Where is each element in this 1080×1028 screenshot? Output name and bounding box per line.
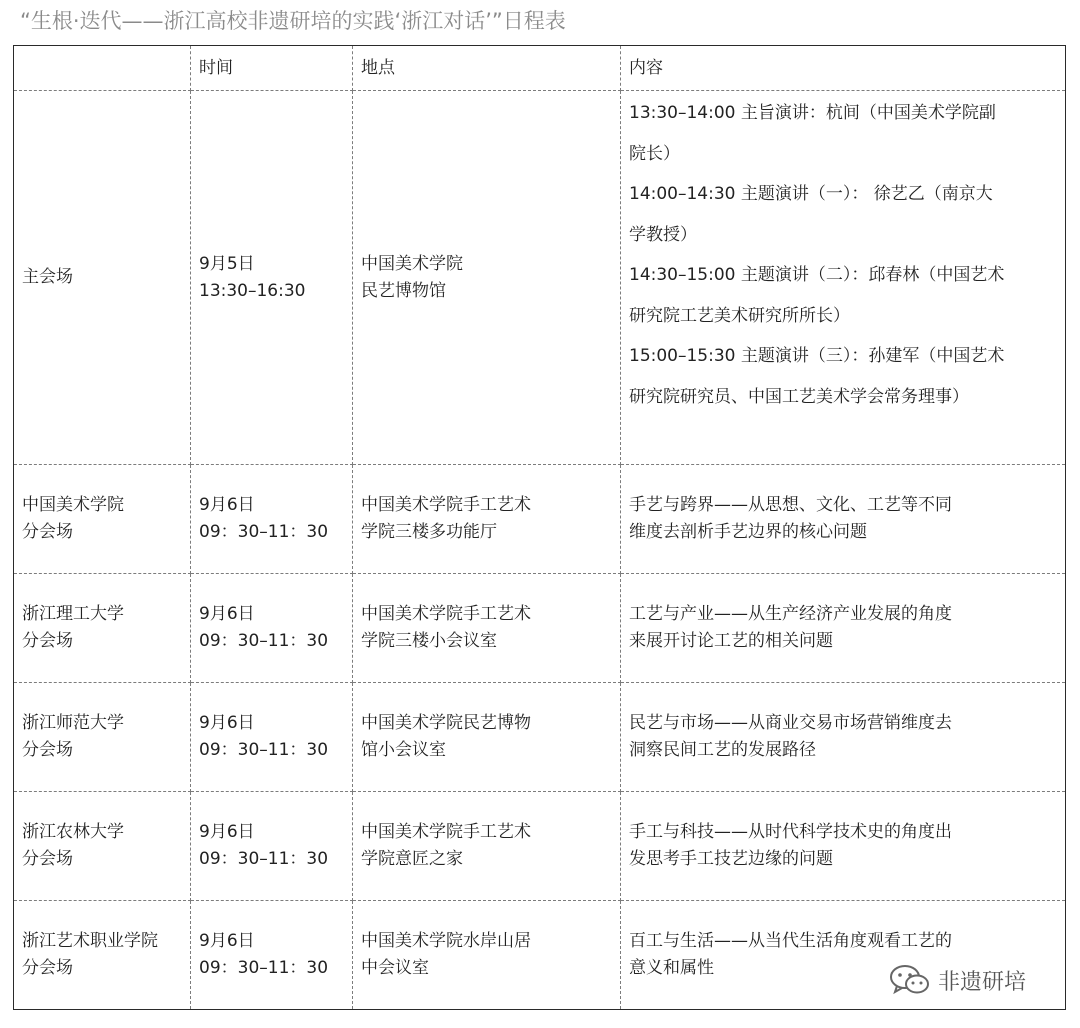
venue-cell xyxy=(14,91,191,465)
place-line: 馆小会议室 xyxy=(361,740,446,760)
table-row-branch-venue xyxy=(14,683,1066,792)
session-time: 09：30–11：30 xyxy=(199,849,329,869)
content-line: 工艺与产业——从生产经济产业发展的角度 xyxy=(629,604,952,624)
session-date: 9月6日 xyxy=(199,604,255,624)
venue-name: 浙江理工大学 xyxy=(22,604,124,624)
place-line: 中会议室 xyxy=(361,958,429,978)
content-cell xyxy=(621,683,1066,792)
place-line: 民艺博物馆 xyxy=(361,280,446,301)
content-line: 民艺与市场——从商业交易市场营销维度去 xyxy=(629,713,952,733)
venue-name: 中国美术学院 xyxy=(22,495,124,515)
content-line: 来展开讨论工艺的相关问题 xyxy=(629,631,833,651)
header-content: 内容 xyxy=(621,46,1066,91)
content-cell xyxy=(621,574,1066,683)
session-date: 9月5日 xyxy=(199,253,255,274)
place-line: 中国美术学院手工艺术 xyxy=(361,604,531,624)
content-line: 维度去剖析手艺边界的核心问题 xyxy=(629,522,867,542)
place-cell xyxy=(353,901,621,1010)
place-cell xyxy=(353,792,621,901)
venue-name: 浙江师范大学 xyxy=(22,713,124,733)
place-cell xyxy=(353,91,621,465)
content-line: 百工与生活——从当代生活角度观看工艺的 xyxy=(629,931,952,951)
content-line: 意义和属性 xyxy=(629,958,714,978)
place-line: 学院三楼小会议室 xyxy=(361,631,497,651)
talk-item: 14:30–15:00 主题演讲（二）：邱春林（中国艺术研究院工艺美术研究所所长） xyxy=(629,265,1005,326)
time-cell xyxy=(191,901,353,1010)
venue-type: 分会场 xyxy=(22,740,73,760)
header-venue xyxy=(14,46,191,91)
place-line: 中国美术学院 xyxy=(361,253,463,274)
content-line: 发思考手工技艺边缘的问题 xyxy=(629,849,833,869)
table-row-branch-venue xyxy=(14,574,1066,683)
time-cell xyxy=(191,574,353,683)
venue-name: 主会场 xyxy=(22,267,73,287)
session-time: 09：30–11：30 xyxy=(199,958,329,978)
talk-item: 15:00–15:30 主题演讲（三）：孙建军（中国艺术研究院研究员、中国工艺美术学会常务理事） xyxy=(629,346,1005,407)
schedule-table xyxy=(13,45,1066,1010)
table-header-row xyxy=(14,46,1066,91)
place-cell xyxy=(353,465,621,574)
session-time: 09：30–11：30 xyxy=(199,522,329,542)
watermark xyxy=(888,962,1026,998)
place-line: 中国美术学院手工艺术 xyxy=(361,495,531,515)
talk-item: 14:00–14:30 主题演讲（一）： 徐艺乙（南京大学教授） xyxy=(629,184,993,245)
place-line: 中国美术学院民艺博物 xyxy=(361,713,531,733)
time-cell xyxy=(191,465,353,574)
watermark-text: 非遗研培 xyxy=(938,969,1027,995)
content-line: 洞察民间工艺的发展路径 xyxy=(629,740,816,760)
session-time: 09：30–11：30 xyxy=(199,631,329,651)
venue-cell xyxy=(14,465,191,574)
venue-cell xyxy=(14,574,191,683)
session-date: 9月6日 xyxy=(199,822,255,842)
content-cell xyxy=(621,792,1066,901)
place-line: 学院三楼多功能厅 xyxy=(361,522,497,542)
table-row-branch-venue xyxy=(14,792,1066,901)
page-title: “生根·迭代——浙江高校非遗研培的实践‘浙江对话’”日程表 xyxy=(20,9,566,33)
talk-item: 13:30–14:00 主旨演讲：杭间（中国美术学院副院长） xyxy=(629,103,996,164)
content-line: 手工与科技——从时代科学技术史的角度出 xyxy=(629,822,952,842)
venue-cell xyxy=(14,683,191,792)
session-time: 09：30–11：30 xyxy=(199,740,329,760)
place-line: 中国美术学院水岸山居 xyxy=(361,931,531,951)
place-line: 中国美术学院手工艺术 xyxy=(361,822,531,842)
session-date: 9月6日 xyxy=(199,713,255,733)
time-cell xyxy=(191,91,353,465)
time-cell xyxy=(191,792,353,901)
venue-name: 浙江艺术职业学院 xyxy=(22,931,158,951)
venue-name: 浙江农林大学 xyxy=(22,822,124,842)
venue-type: 分会场 xyxy=(22,631,73,651)
header-time: 时间 xyxy=(191,46,353,91)
content-cell xyxy=(621,465,1066,574)
venue-type: 分会场 xyxy=(22,849,73,869)
session-time: 13:30–16:30 xyxy=(199,280,306,301)
header-place: 地点 xyxy=(353,46,621,91)
place-line: 学院意匠之家 xyxy=(361,849,463,869)
table-row-branch-venue xyxy=(14,465,1066,574)
venue-type: 分会场 xyxy=(22,958,73,978)
place-cell xyxy=(353,683,621,792)
time-cell xyxy=(191,683,353,792)
venue-cell xyxy=(14,792,191,901)
venue-cell xyxy=(14,901,191,1010)
content-line: 手艺与跨界——从思想、文化、工艺等不同 xyxy=(629,495,952,515)
venue-type: 分会场 xyxy=(22,522,73,542)
session-date: 9月6日 xyxy=(199,931,255,951)
table-row-main-venue xyxy=(14,91,1066,465)
session-date: 9月6日 xyxy=(199,495,255,515)
wechat-icon xyxy=(888,963,932,997)
place-cell xyxy=(353,574,621,683)
content-cell xyxy=(621,91,1066,465)
